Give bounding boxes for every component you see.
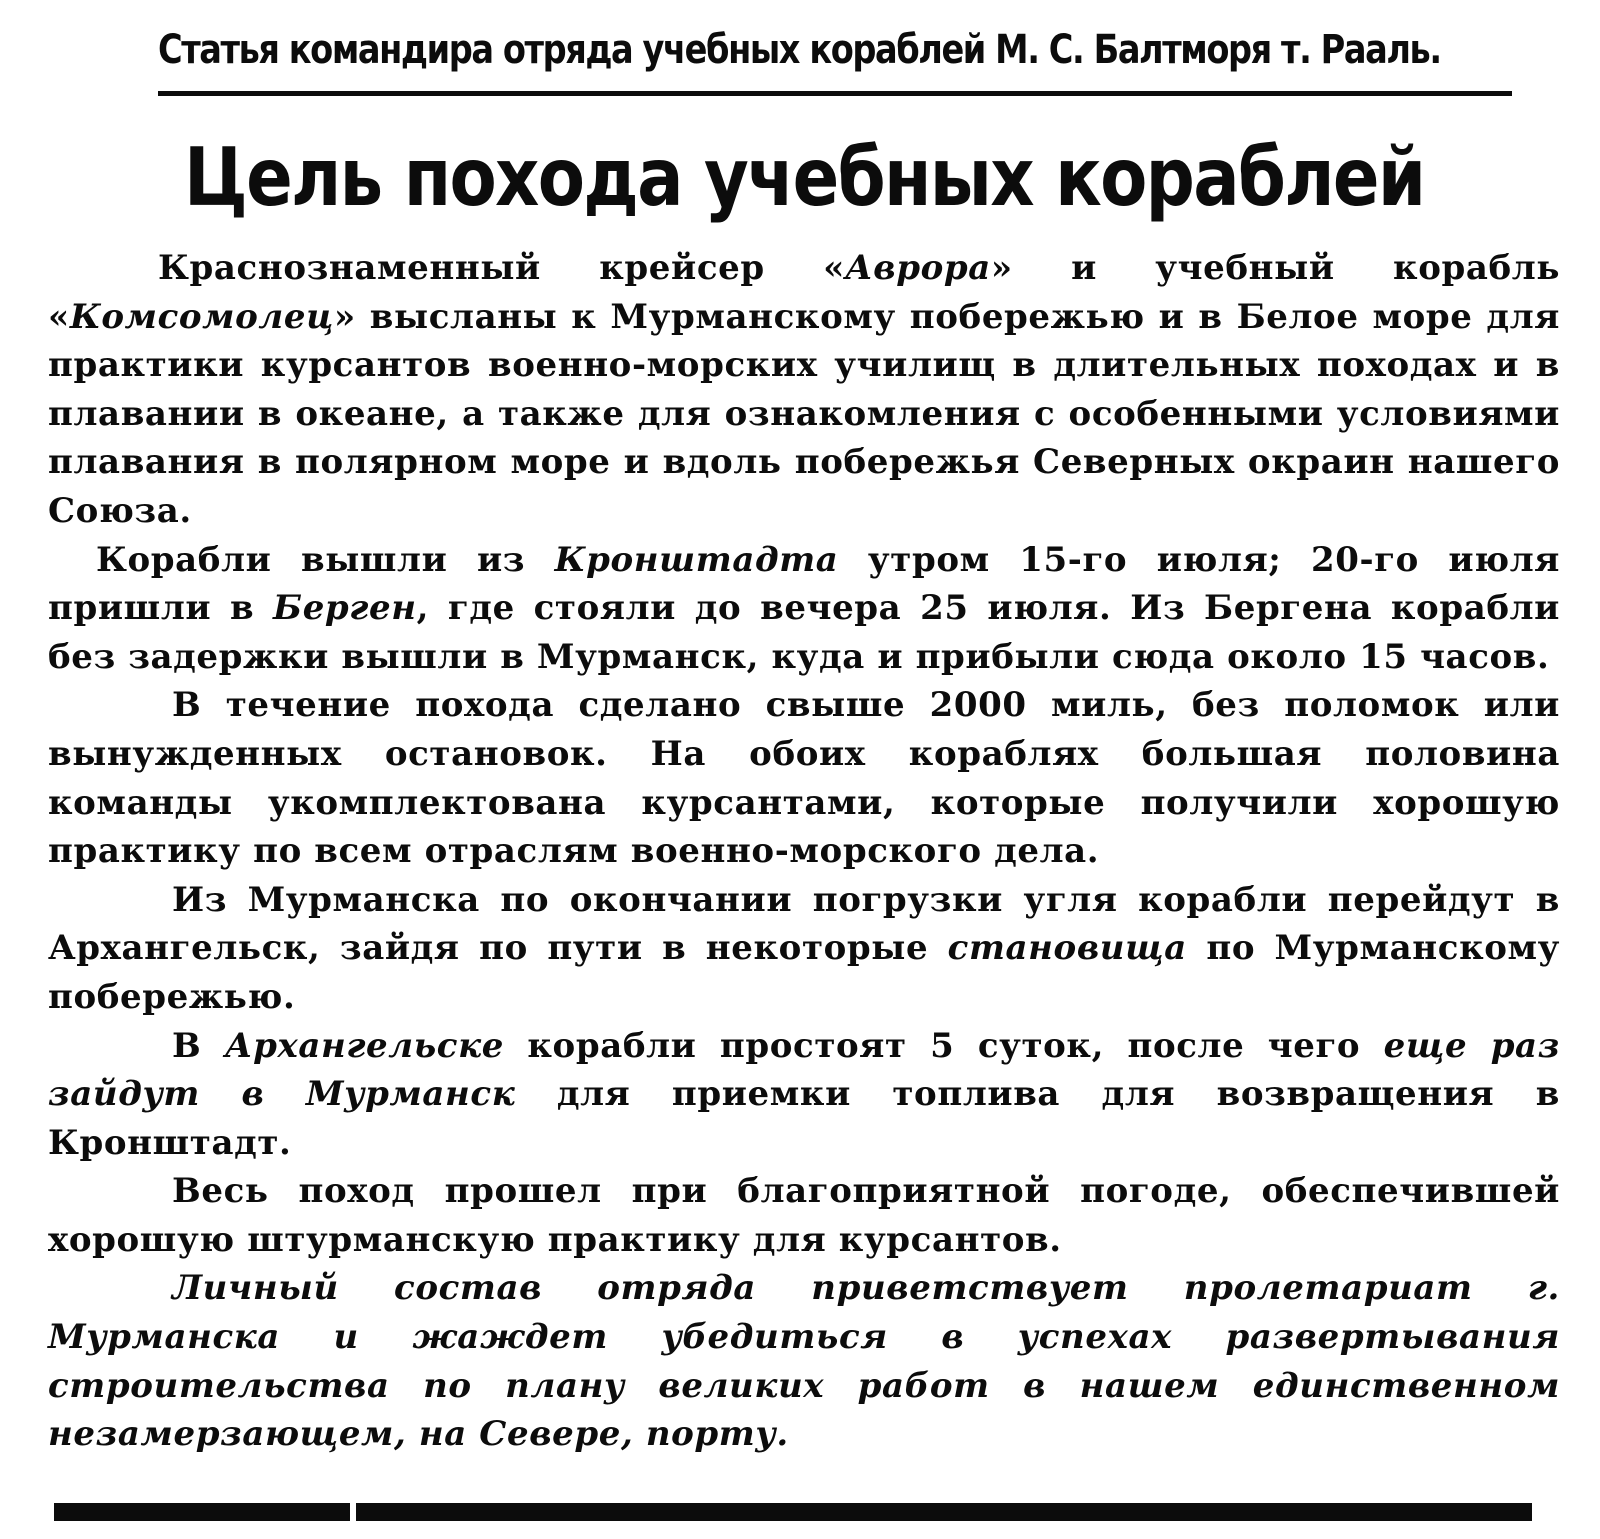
emphasis-murmansk-return: еще раз зайдут в Мурманск [48,1025,1560,1115]
ship-name-komsomolets: Комсомолец [69,296,334,337]
paragraph-3-text-1: В течение похода сделано свыше 2000 миль, без поломок или вынужденных остановок. На обоих кораблях большая половина команды укомплектована курсантами, которые получили хорошую практику по всем отраслям военно-морского дела. [48,685,1560,872]
newspaper-article [48,22,1560,78]
paragraph-5-text-3: для приемки топлива для возвращения в Кронштадт. [48,1074,1561,1163]
term-stanovishcha: становища [947,928,1187,969]
paragraph-1-text-2: » и учебный корабль « [48,248,1560,337]
bottom-separator-rule [54,1503,1532,1521]
paragraph-6 [48,1167,1560,1264]
paragraph-2-text-2: утром 15-го июля; 20-го июля пришли в [48,539,1560,629]
article-headline [48,126,1560,230]
paragraph-1-text-1: Краснознаменный крейсер « [158,248,845,288]
paragraph-4 [48,876,1560,1022]
headline-text: Цель похода учебных кораблей [183,131,1425,224]
place-arkhangelsk: Архангельске [224,1025,504,1066]
place-kronstadt: Кронштадта [554,539,839,580]
byline-underline-rule [158,91,1512,96]
ship-name-avrora: Аврора [844,248,991,288]
bottom-rule-gap [350,1503,356,1521]
paragraph-4-text-1: Из Мурманска по окончании погрузки угля корабли перейдут в Архангельск, зайдя по пути в некоторые [48,879,1560,969]
paragraph-7-text-1: Личный состав отряда приветствует пролетариат г. Мурманска и жаждет убедиться в успехах развертывания строительства по плану великих работ в нашем единственном незамерзающем, на Севере, порту. [48,1268,1560,1455]
paragraph-2-text-3: , где стояли до вечера 25 июля. Из Бергена корабли без задержки вышли в Мурманск, куда и прибыли сюда около 15 часов. [48,588,1560,677]
paragraph-5-text-1: В [172,1025,225,1066]
place-bergen: Берген [273,588,417,629]
article-body [48,244,1560,1459]
paragraph-5 [48,1022,1560,1168]
paragraph-2-text-1: Корабли вышли из [96,539,555,580]
paragraph-7-greeting [48,1264,1560,1458]
paragraph-1 [48,244,1560,536]
paragraph-6-text-1: Весь поход прошел при благоприятной погоде, обеспечившей хорошую штурманскую практику для курсантов. [48,1171,1560,1260]
paragraph-1-text-3: » высланы к Мурманскому побережью и в Белое море для практики курсантов военно-морских училищ в длительных походах и в плавании в океане, а также для ознакомления с особенными условиями плавания в полярном море и вдоль побережья Северных окраин нашего Союза. [48,296,1560,531]
paragraph-5-text-2: корабли простоят 5 суток, после чего [503,1025,1384,1066]
paragraph-2 [48,536,1560,682]
article-byline: Статья командира отряда учебных кораблей М. С. Балтморя т. Рааль. [158,27,1441,73]
paragraph-3 [48,681,1560,875]
paragraph-4-text-2: по Мурманскому побережью. [48,928,1561,1017]
